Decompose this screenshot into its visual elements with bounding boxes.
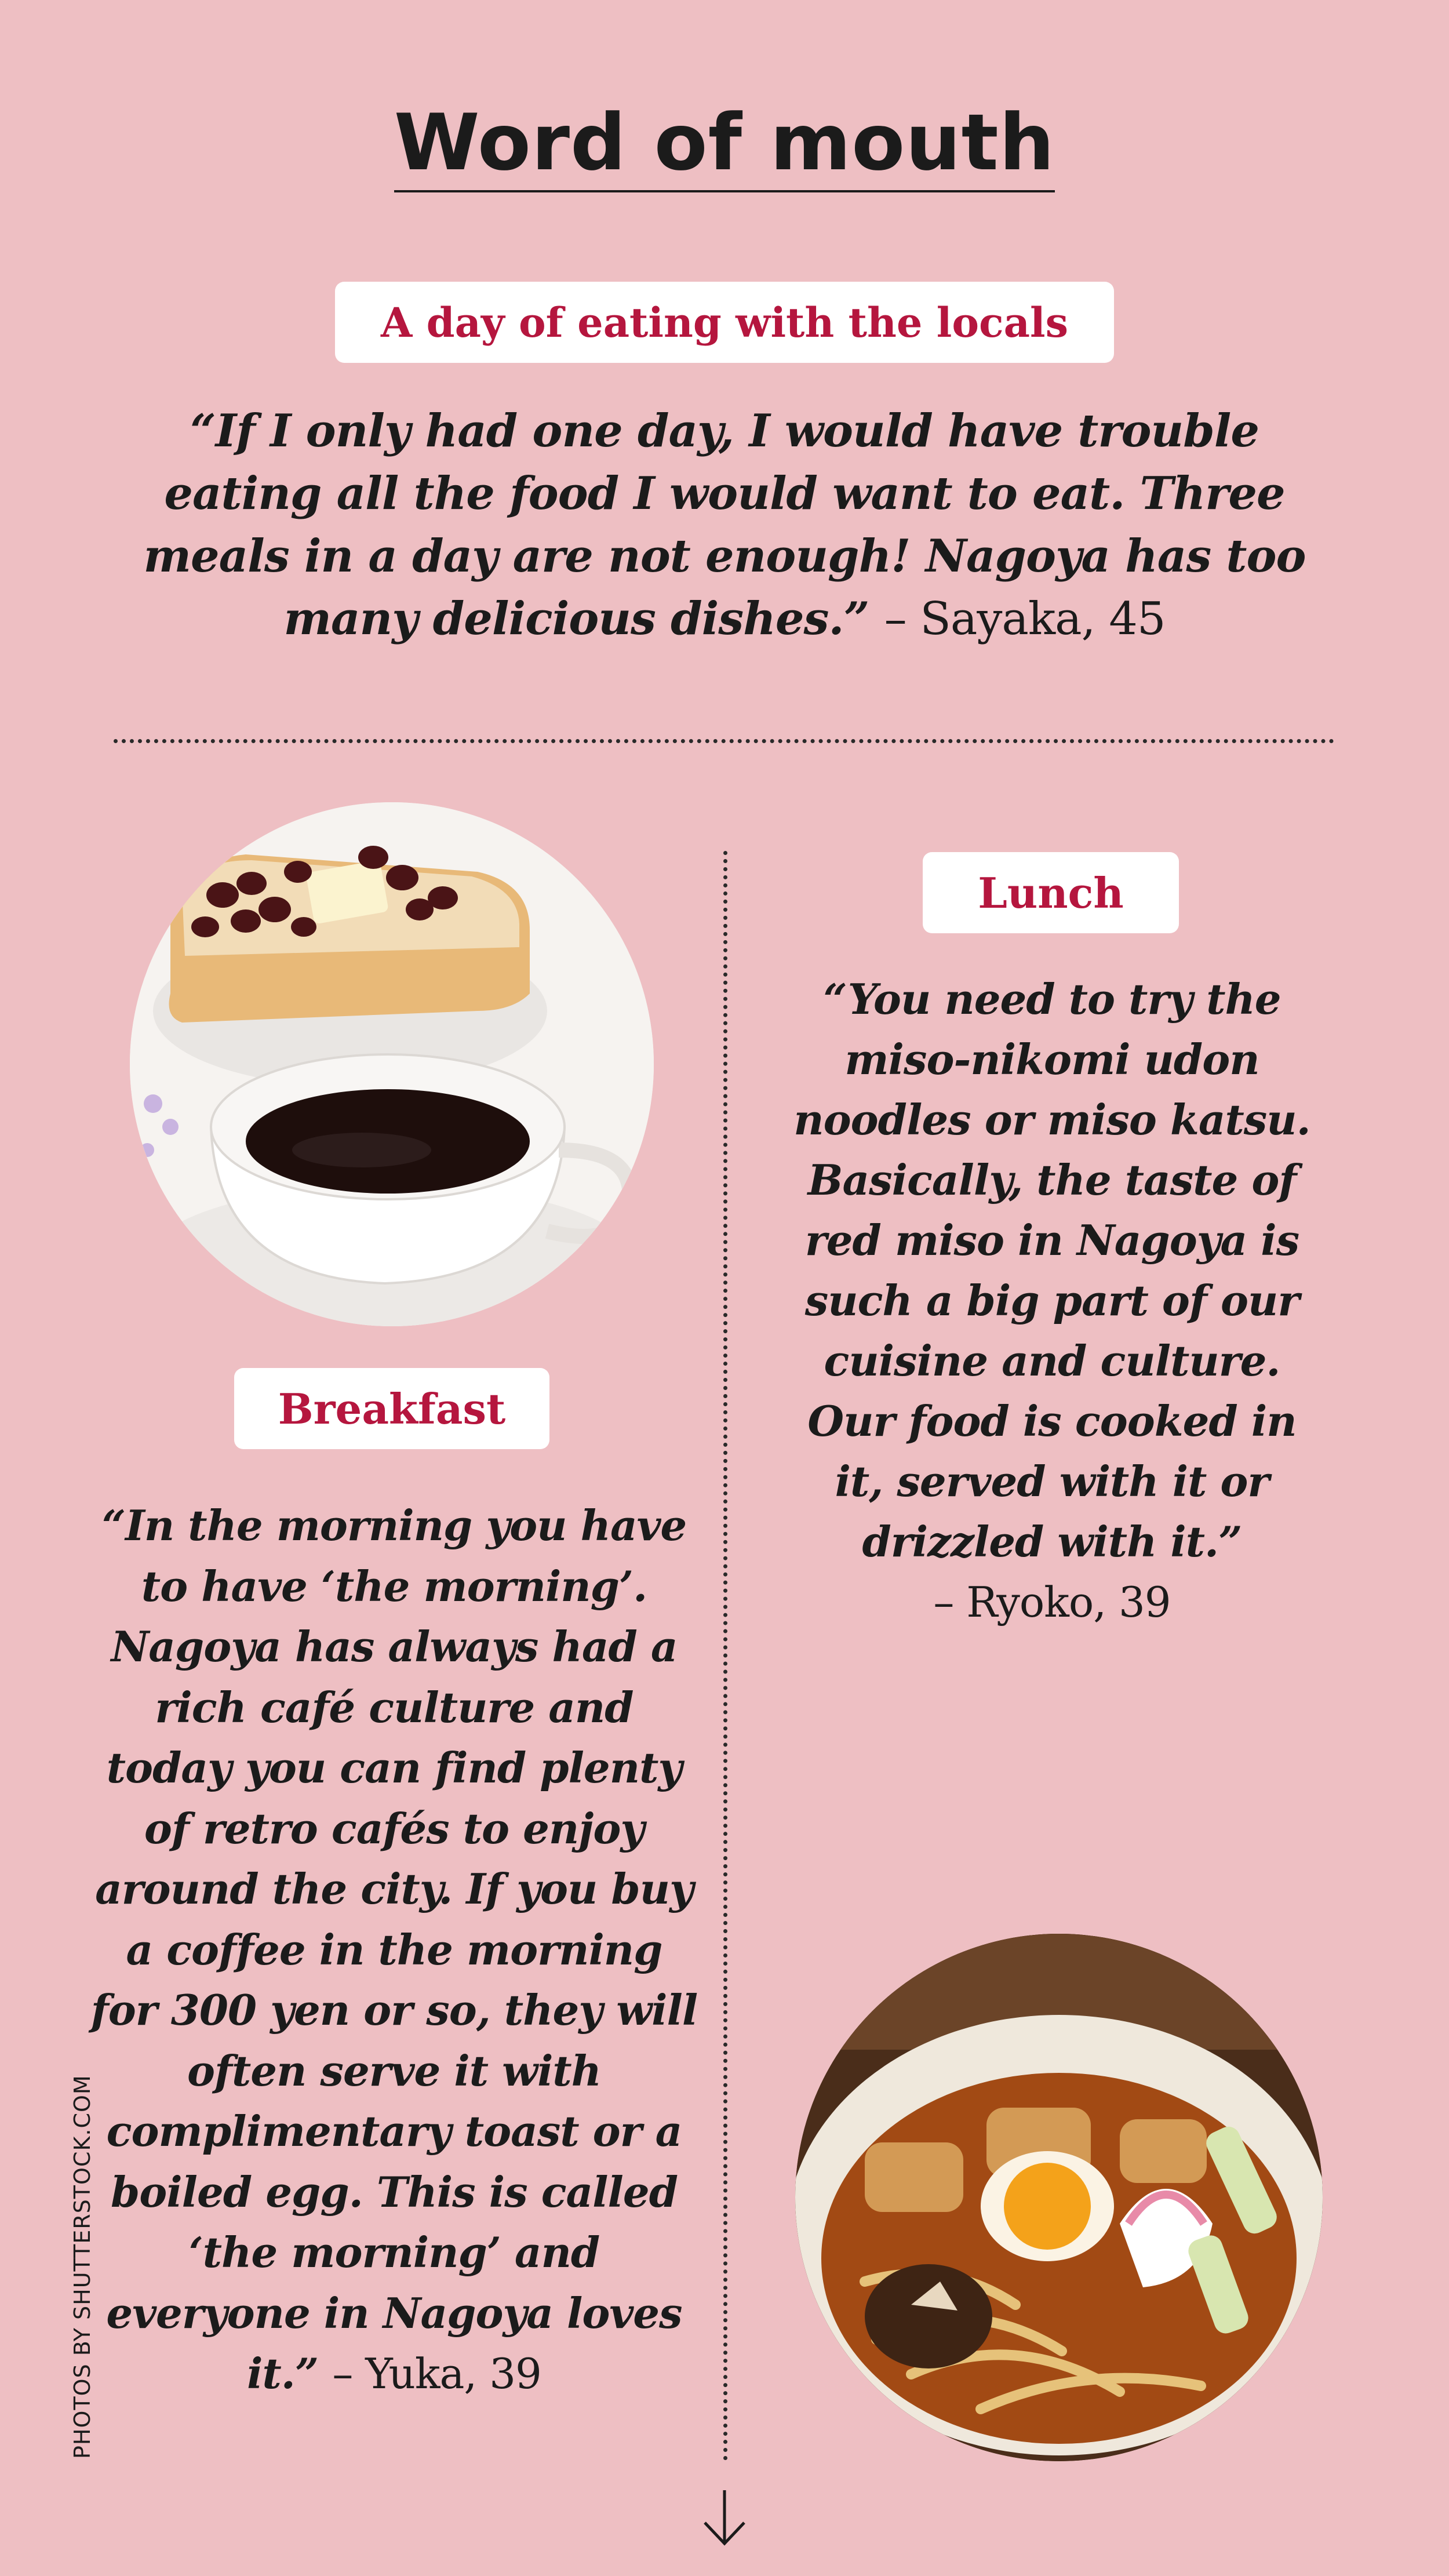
horizontal-divider xyxy=(114,739,1334,743)
page-title-text: Word of mouth xyxy=(394,97,1055,192)
lunch-photo xyxy=(795,1934,1323,2461)
breakfast-attribution: – Yuka, 39 xyxy=(332,2349,541,2398)
breakfast-photo xyxy=(130,802,654,1326)
photo-credit: PHOTOS BY SHUTTERSTOCK.COM xyxy=(70,2075,95,2459)
intro-attribution: – Sayaka, 45 xyxy=(884,593,1166,645)
intro-label: A day of eating with the locals xyxy=(335,282,1114,363)
vertical-divider xyxy=(723,851,727,2461)
lunch-quote xyxy=(788,969,1316,1632)
lunch-quote-text: “You need to try the miso-nikomi udon noodles or miso katsu. Basically, the taste of red miso in Nagoya is such a big part of our cuisine and culture. Our food is cooked in it, served with it or drizzled with it.” xyxy=(793,974,1310,1566)
lunch-label: Lunch xyxy=(923,852,1179,933)
page-title xyxy=(0,97,1449,188)
breakfast-quote xyxy=(87,1496,701,2404)
breakfast-label: Breakfast xyxy=(234,1368,549,1449)
lunch-attribution: – Ryoko, 39 xyxy=(933,1578,1171,1627)
intro-quote-text: “If I only had one day, I would have trouble eating all the food I would want to eat. Three meals in a day are not enough! Nagoya has too many delicious dishes.” xyxy=(143,405,1306,645)
intro-quote xyxy=(122,400,1327,650)
arrow-down-icon xyxy=(700,2487,749,2550)
breakfast-quote-text: “In the morning you have to have ‘the morning’. Nagoya has always had a rich café culture and today you can find plenty of retro cafés to enjoy around the city. If you buy a coffee in the morning for 300 yen or so, they will often serve it with complimentary toast or a boiled egg. This is called ‘the morning’ and everyone in Nagoya loves it.” xyxy=(90,1501,698,2398)
